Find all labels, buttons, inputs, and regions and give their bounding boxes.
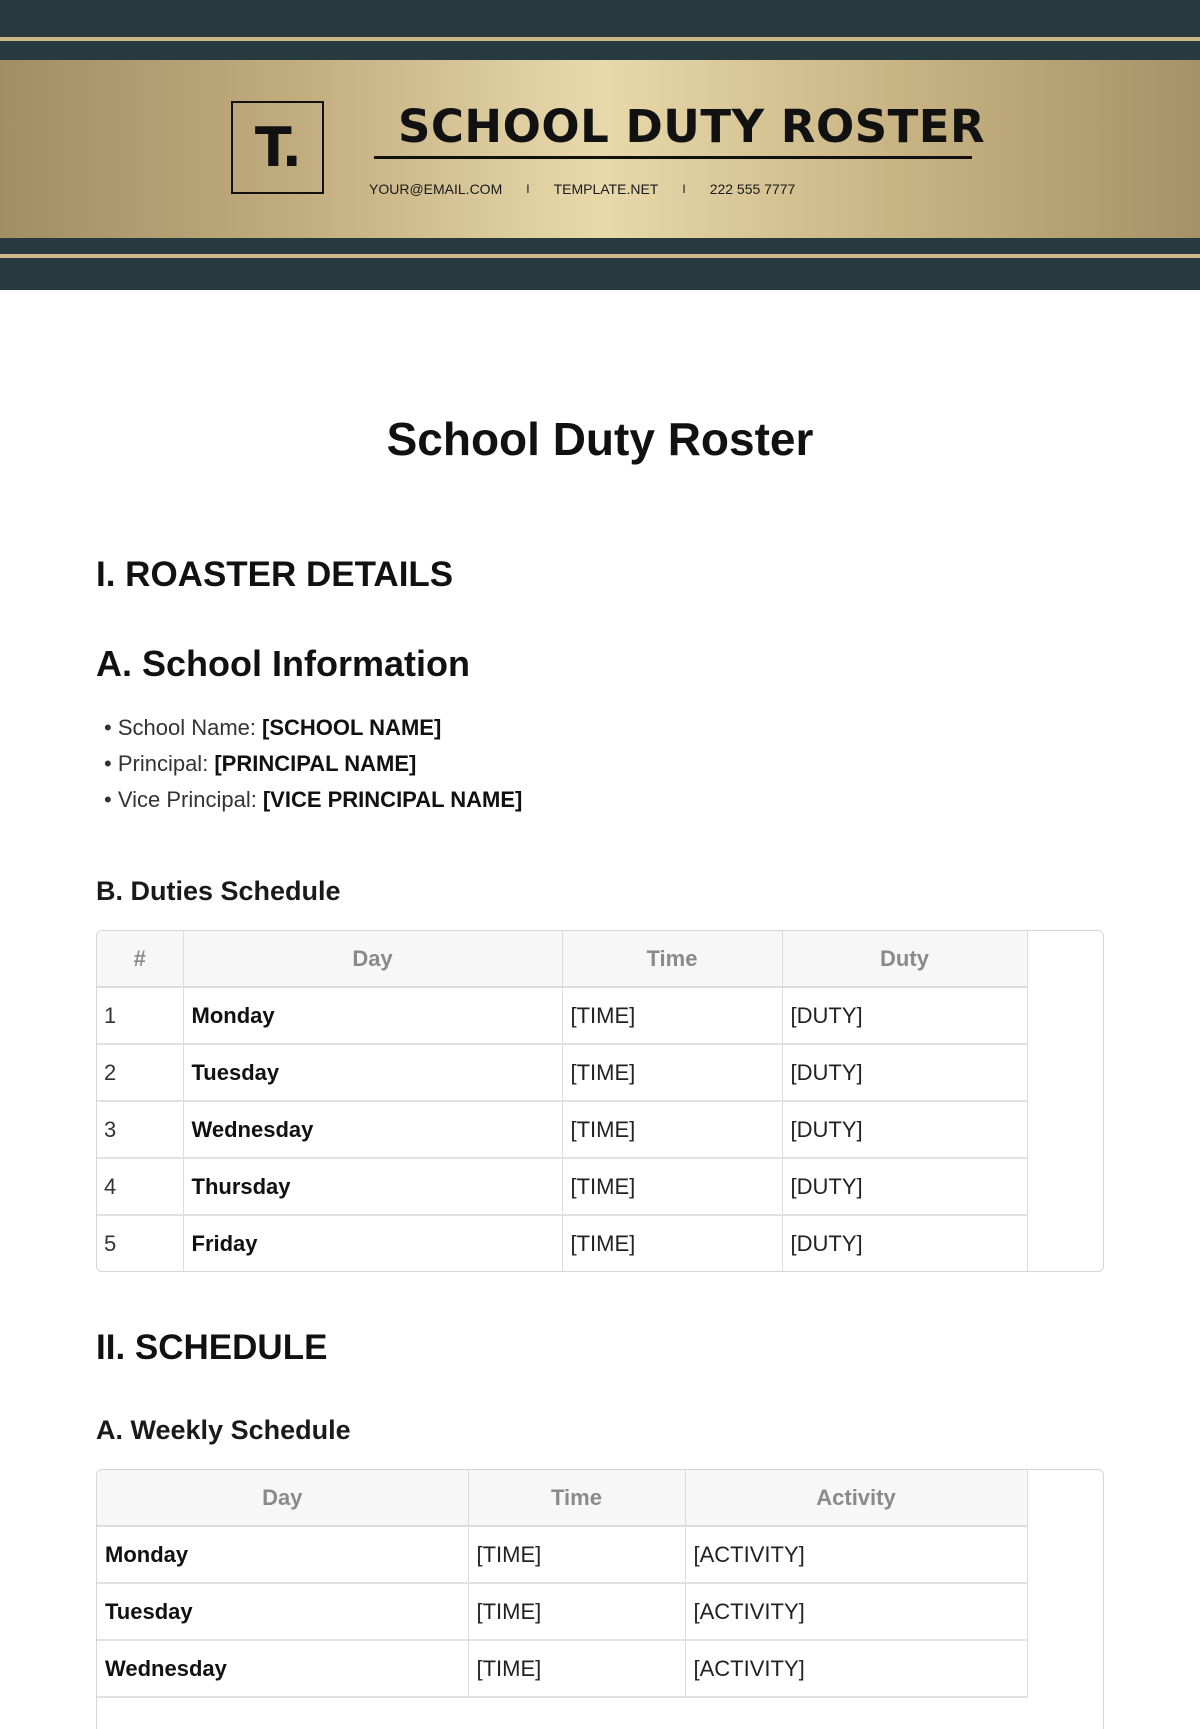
contact-separator: I [526, 182, 530, 196]
subheading-weekly-schedule: A. Weekly Schedule [96, 1415, 351, 1445]
cell-day: Friday [183, 1215, 562, 1271]
school-info-list [104, 713, 522, 821]
banner-top-line [0, 37, 1200, 41]
info-label: Principal: [117, 751, 209, 776]
column-header: Duty [782, 931, 1027, 987]
header-banner [0, 0, 1200, 290]
cell-time: [TIME] [562, 1215, 782, 1271]
cell-activity: [ACTIVITY] [685, 1583, 1027, 1640]
table-row [97, 1640, 1027, 1697]
contact-phone: 222 555 7777 [709, 181, 796, 197]
logo [231, 101, 324, 194]
banner-title-underline [374, 156, 972, 159]
column-header: Day [97, 1470, 468, 1526]
subheading-duties-schedule: B. Duties Schedule [96, 876, 341, 906]
list-item: • Principal: [PRINCIPAL NAME] [104, 751, 417, 776]
cell-time: [TIME] [562, 1101, 782, 1158]
cell-duty: [DUTY] [782, 987, 1027, 1044]
column-header: Activity [685, 1470, 1027, 1526]
duties-table [96, 930, 1104, 1272]
section-heading-roster-details: I. ROASTER DETAILS [96, 555, 454, 594]
table-row [97, 1215, 1027, 1271]
cell-day: Thursday [183, 1158, 562, 1215]
banner-title: SCHOOL DUTY ROSTER [398, 100, 986, 153]
cell-time: [TIME] [562, 987, 782, 1044]
cell-number: 3 [97, 1101, 183, 1158]
table-row [97, 1158, 1027, 1215]
cell-day: Wednesday [183, 1101, 562, 1158]
cell-duty: [DUTY] [782, 1101, 1027, 1158]
column-header: Day [183, 931, 562, 987]
cell-duty: [DUTY] [782, 1044, 1027, 1101]
info-value: [PRINCIPAL NAME] [214, 751, 417, 776]
weekly-schedule-table [96, 1469, 1104, 1729]
contact-email: YOUR@EMAIL.COM [369, 181, 503, 197]
cell-time: [TIME] [468, 1526, 685, 1583]
document-title: School Duty Roster [386, 413, 814, 465]
cell-duty: [DUTY] [782, 1215, 1027, 1271]
cell-duty: [DUTY] [782, 1158, 1027, 1215]
cell-day: Tuesday [97, 1583, 468, 1640]
column-header: # [97, 931, 183, 987]
info-label: School Name: [117, 715, 257, 740]
cell-day: Tuesday [183, 1044, 562, 1101]
section-heading-schedule: II. SCHEDULE [96, 1328, 328, 1367]
table-header-row [97, 931, 1027, 987]
contact-website: TEMPLATE.NET [553, 181, 659, 197]
info-value: [SCHOOL NAME] [262, 715, 442, 740]
cell-day: Wednesday [97, 1640, 468, 1697]
cell-number: 1 [97, 987, 183, 1044]
table-row [97, 1583, 1027, 1640]
cell-time: [TIME] [468, 1640, 685, 1697]
banner-bottom-line [0, 254, 1200, 258]
contact-separator: I [682, 182, 686, 196]
contact-bar [369, 180, 889, 198]
list-item: • Vice Principal: [VICE PRINCIPAL NAME] [104, 787, 523, 812]
table-row [97, 987, 1027, 1044]
cell-number: 2 [97, 1044, 183, 1101]
column-header: Time [468, 1470, 685, 1526]
table-header-row [97, 1470, 1027, 1526]
info-label: Vice Principal: [117, 787, 257, 812]
cell-time: [TIME] [468, 1583, 685, 1640]
subheading-school-information: A. School Information [96, 643, 470, 684]
cell-day: Monday [97, 1526, 468, 1583]
table-row [97, 1526, 1027, 1583]
table-row [97, 1101, 1027, 1158]
info-value: [VICE PRINCIPAL NAME] [262, 787, 523, 812]
cell-number: 5 [97, 1215, 183, 1271]
list-item: • School Name: [SCHOOL NAME] [104, 715, 442, 740]
cell-time: [TIME] [562, 1044, 782, 1101]
table-row [97, 1044, 1027, 1101]
cell-day: Monday [183, 987, 562, 1044]
cell-number: 4 [97, 1158, 183, 1215]
cell-time: [TIME] [562, 1158, 782, 1215]
column-header: Time [562, 931, 782, 987]
cell-activity: [ACTIVITY] [685, 1526, 1027, 1583]
cell-activity: [ACTIVITY] [685, 1640, 1027, 1697]
logo-letter: T. [254, 116, 301, 179]
